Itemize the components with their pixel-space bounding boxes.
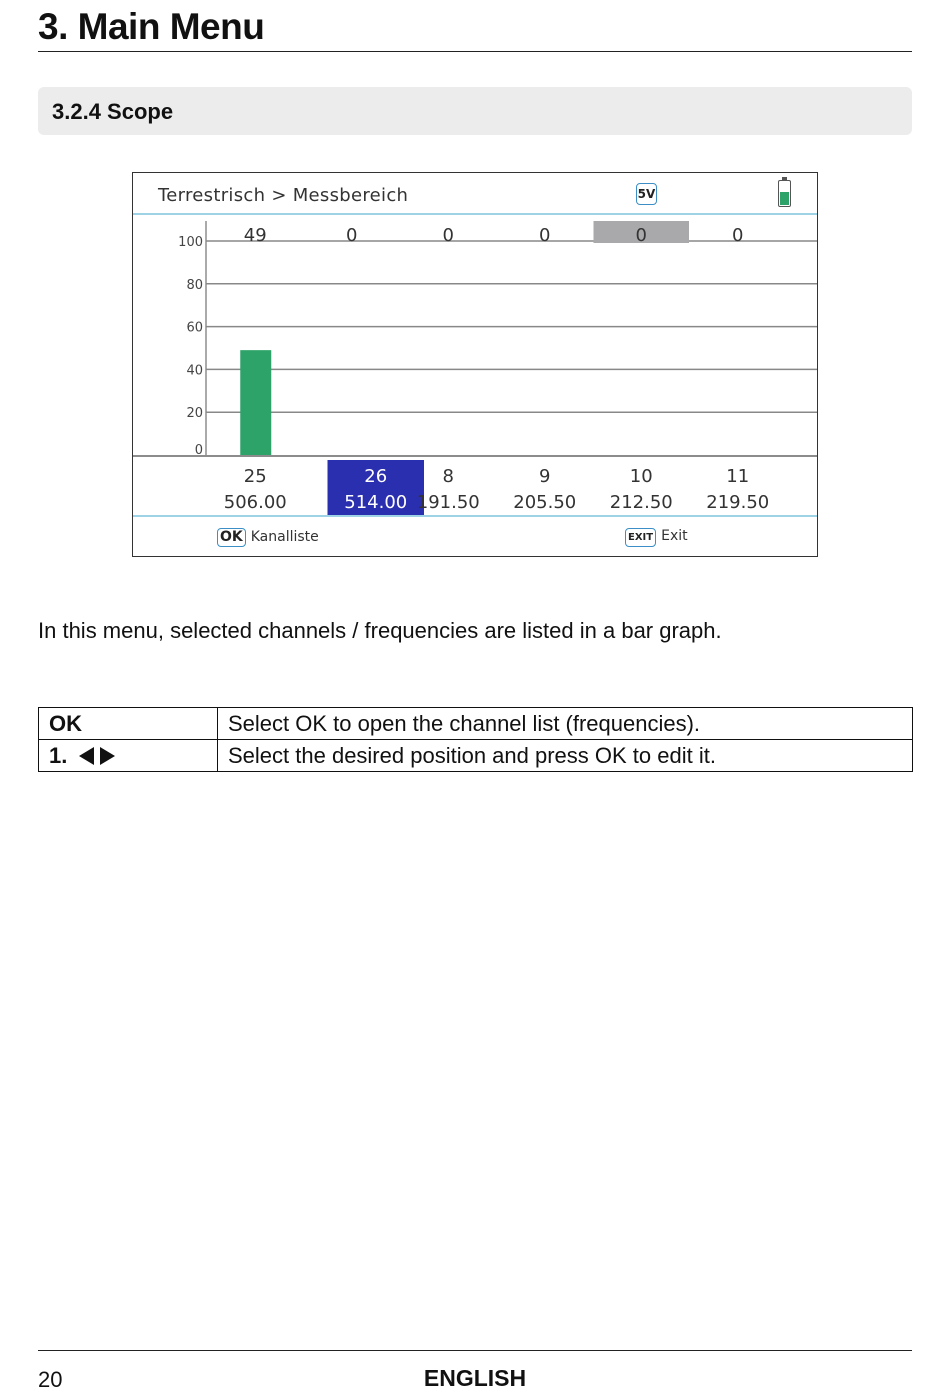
page-number: 20: [38, 1367, 63, 1392]
table-row: [39, 708, 913, 740]
table-key-cell: OK: [39, 708, 218, 740]
channel-label: 9: [539, 466, 551, 487]
header-divider: [133, 213, 817, 215]
bar: [240, 350, 271, 455]
exit-key-hint[interactable]: [625, 528, 688, 547]
y-tick-label: 20: [186, 406, 203, 422]
bar-value-label: 0: [635, 225, 647, 246]
frequency-label: 219.50: [706, 492, 770, 513]
exit-key-label: Exit: [661, 528, 688, 544]
footer-divider: [38, 1350, 912, 1351]
frequency-label: 191.50: [416, 492, 480, 513]
frequency-label: 514.00: [344, 492, 408, 513]
y-tick-label: 60: [186, 320, 203, 336]
bar-value-label: 0: [346, 225, 358, 246]
device-screen: [132, 172, 818, 557]
y-tick-label: 0: [194, 443, 203, 458]
bar-value-label: 49: [243, 225, 267, 246]
channel-label: 26: [364, 466, 388, 487]
frequency-label: 205.50: [513, 492, 577, 513]
table-key-label: 1.: [49, 742, 68, 768]
channel-label: 8: [442, 466, 454, 487]
battery-fill: [780, 192, 789, 205]
bar-value-label: 0: [442, 225, 454, 246]
battery-icon: [778, 180, 791, 207]
screen-breadcrumb: Terrestrisch > Messbereich: [158, 185, 409, 206]
arrow-left-icon: [79, 747, 94, 765]
language-label: ENGLISH: [423, 1365, 527, 1391]
intro-text: In this menu, selected channels / frequencies are listed in a bar graph.: [38, 618, 722, 643]
arrow-right-icon: [100, 747, 115, 765]
footer-divider: [133, 515, 817, 517]
ok-key-icon: OK: [217, 528, 246, 547]
page-title: 3. Main Menu: [38, 6, 265, 47]
battery-cap: [782, 177, 787, 180]
y-tick-label: 100: [178, 235, 203, 250]
bar-value-label: 0: [732, 225, 744, 246]
table-key-cell: [39, 740, 218, 772]
section-header: [38, 87, 912, 135]
key-table: [38, 707, 913, 772]
channel-label: 10: [629, 466, 653, 487]
frequency-label: 212.50: [609, 492, 673, 513]
table-row: [39, 740, 913, 772]
table-description-cell: Select the desired position and press OK to edit it.: [218, 740, 913, 772]
title-divider: [38, 51, 912, 52]
scope-bar-chart: [133, 217, 817, 517]
5v-badge: 5V: [636, 183, 657, 205]
channel-label: 11: [726, 466, 750, 487]
y-tick-label: 40: [186, 363, 203, 379]
channel-label: 25: [243, 466, 267, 487]
ok-key-label: Kanalliste: [250, 529, 319, 545]
frequency-label: 506.00: [223, 492, 287, 513]
ok-key-hint[interactable]: [217, 528, 319, 547]
section-title: 3.2.4 Scope: [52, 99, 174, 124]
exit-key-icon: EXIT: [625, 528, 656, 547]
bar-value-label: 0: [539, 225, 551, 246]
y-tick-label: 80: [186, 277, 203, 293]
table-description-cell: Select OK to open the channel list (frequencies).: [218, 708, 913, 740]
